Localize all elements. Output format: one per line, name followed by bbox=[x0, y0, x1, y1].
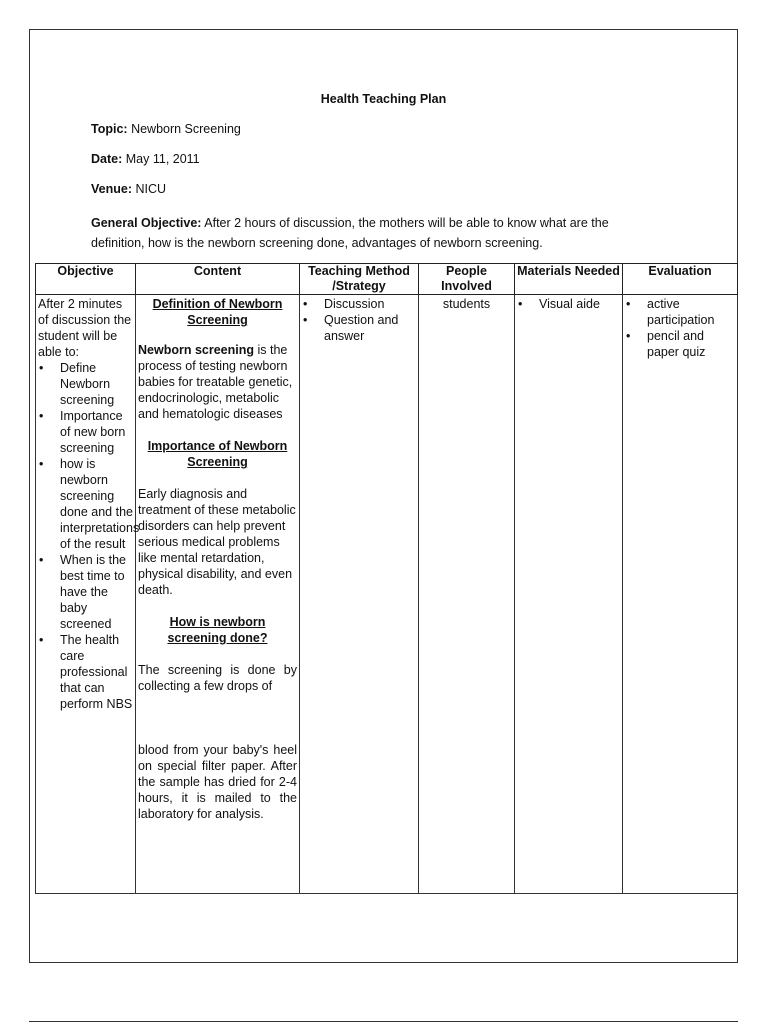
people-involved-cell bbox=[419, 295, 515, 894]
header-objective: Objective bbox=[36, 264, 136, 295]
objective-label: General Objective: bbox=[91, 216, 202, 230]
people-value: students bbox=[442, 297, 491, 311]
list-item: • pencil and paper quiz bbox=[625, 328, 735, 360]
objective-line-2: definition, how is the newborn screening done, advantages of newborn screening. bbox=[91, 236, 543, 250]
venue-line bbox=[91, 182, 166, 196]
list-item: • how is newborn screening done and the interpretations of the result bbox=[38, 456, 133, 552]
header-teaching-method: Teaching Method /Strategy bbox=[300, 264, 419, 295]
list-item: • Question and answer bbox=[302, 312, 416, 344]
list-item: • Importance of new born screening bbox=[38, 408, 133, 456]
list-item: • When is the best time to have the baby screened bbox=[38, 552, 133, 632]
header-evaluation: Evaluation bbox=[623, 264, 738, 295]
header-materials-needed: Materials Needed bbox=[515, 264, 623, 295]
venue-value: NICU bbox=[135, 182, 167, 196]
content-definition-term: Newborn screening bbox=[138, 343, 254, 357]
objective-line-1: After 2 hours of discussion, the mothers will be able to know what are the bbox=[204, 216, 609, 230]
venue-label: Venue: bbox=[91, 182, 132, 196]
objective-intro: After 2 minutes of discussion the student will be able to: bbox=[38, 297, 132, 359]
table-header-row bbox=[36, 264, 738, 295]
content-how-paragraph: The screening is done by collecting a few drops of bbox=[138, 663, 297, 693]
evaluation-cell bbox=[623, 295, 738, 894]
list-item: • The health care professional that can perform NBS bbox=[38, 632, 133, 712]
materials-list bbox=[517, 296, 620, 312]
next-page-edge bbox=[29, 1021, 738, 1022]
list-item: • active participation bbox=[625, 296, 735, 328]
header-people-involved: People Involved bbox=[419, 264, 515, 295]
content-cell bbox=[136, 295, 300, 894]
topic-line bbox=[91, 122, 241, 136]
list-item: • Visual aide bbox=[517, 296, 620, 312]
content-heading-how: How is newborn screening done? bbox=[167, 615, 268, 645]
topic-value: Newborn Screening bbox=[131, 122, 241, 136]
method-list bbox=[302, 296, 416, 344]
content-definition-paragraph bbox=[138, 342, 297, 422]
content-blood-paragraph: blood from your baby's heel on special filter paper. After the sample has dried for 2-4 hours, it is mailed to the laboratory for analysis. bbox=[138, 743, 297, 821]
list-item: • Define Newborn screening bbox=[38, 360, 133, 408]
objective-list bbox=[38, 360, 140, 712]
document-title: Health Teaching Plan bbox=[320, 92, 447, 106]
document-page bbox=[29, 29, 738, 963]
content-importance-paragraph: Early diagnosis and treatment of these metabolic disorders can help prevent serious medical problems like mental retardation, physical disability, and even death. bbox=[138, 487, 296, 597]
table-row bbox=[36, 295, 738, 894]
materials-cell bbox=[515, 295, 623, 894]
date-value: May 11, 2011 bbox=[125, 152, 200, 166]
teaching-method-cell bbox=[300, 295, 419, 894]
content-definition-text: is the process of testing newborn babies for treatable genetic, endocrinologic, metabolic and hematologic diseases bbox=[138, 343, 293, 421]
evaluation-list bbox=[625, 296, 735, 360]
list-item: • Discussion bbox=[302, 296, 416, 312]
header-content: Content bbox=[136, 264, 300, 295]
topic-label: Topic: bbox=[91, 122, 128, 136]
teaching-plan-table bbox=[35, 263, 738, 894]
date-line bbox=[91, 152, 200, 166]
objective-cell bbox=[36, 295, 140, 894]
content-heading-importance: Importance of Newborn Screening bbox=[147, 439, 288, 469]
general-objective bbox=[91, 213, 691, 253]
date-label: Date: bbox=[91, 152, 123, 166]
content-heading-definition: Definition of Newborn Screening bbox=[152, 297, 283, 327]
